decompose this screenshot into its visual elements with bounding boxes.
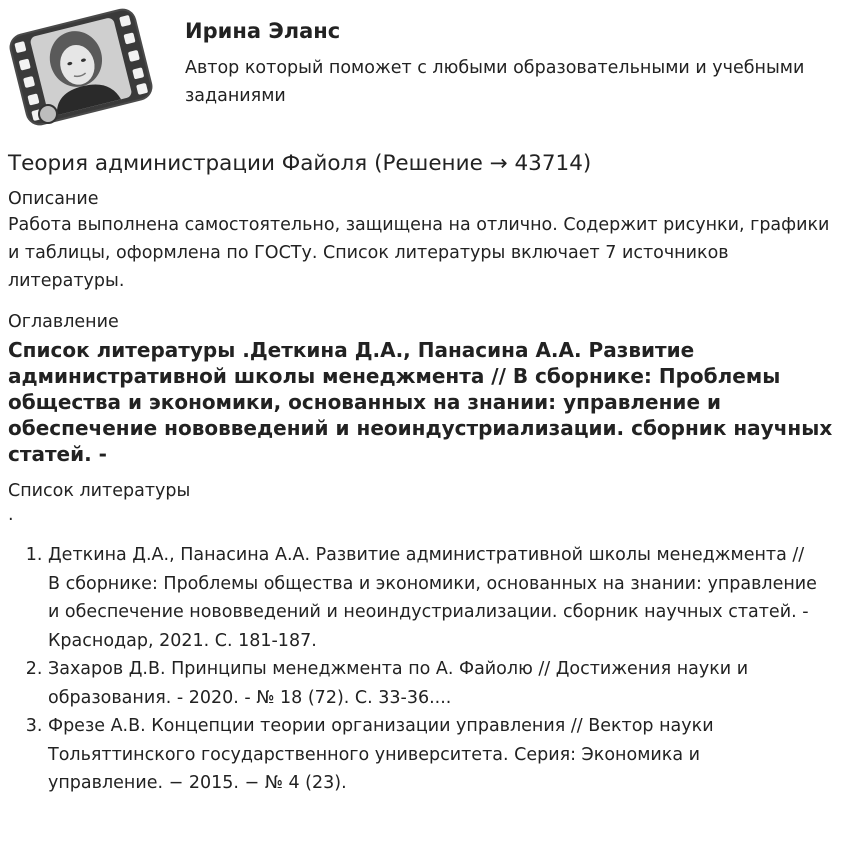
author-description: Автор который поможет с любыми образовательными и учебными заданиями (185, 58, 805, 106)
page-title: Теория администрации Файоля (Решение → 43714) (8, 151, 592, 176)
author-name[interactable]: Ирина Эланс (185, 19, 341, 43)
toc-text: Список литературы .Деткина Д.А., Панасина А.А. Развитие административной школы менеджмента // В сборнике: Проблемы общества и экономики, основанных на знании: управление и обеспечение нововведений и неоиндустриализации. сборник научных статей. - (8, 338, 833, 466)
author-card[interactable] (8, 6, 838, 130)
description-text: Работа выполнена самостоятельно, защищена на отлично. Содержит рисунки, графики и таблицы, оформлена по ГОСТу. Список литературы включает 7 источников литературы. (8, 215, 830, 291)
author-avatar[interactable] (8, 6, 154, 128)
references-dot: . (8, 505, 14, 525)
references-list (8, 541, 818, 798)
reference-item: 2. Захаров Д.В. Принципы менеджмента по А. Файолю // Достижения науки и образования. - 2020. - № 18 (72). С. 33-36.... (48, 655, 818, 712)
reference-item: 1. Деткина Д.А., Панасина А.А. Развитие административной школы менеджмента // В сборнике: Проблемы общества и экономики, основанных на знании: управление и обеспечение нововведений и неоиндустриализации. сборник научных статей. - Краснодар, 2021. С. 181-187. (48, 541, 818, 655)
description-label: Описание (8, 189, 99, 209)
toc-label: Оглавление (8, 312, 119, 332)
reference-item: 3. Фрезе А.В. Концепции теории организации управления // Вектор науки Тольяттинского государственного университета. Серия: Экономика и управление. − 2015. − № 4 (23). (48, 712, 818, 798)
references-label: Список литературы (8, 481, 191, 501)
main-content (8, 147, 838, 798)
